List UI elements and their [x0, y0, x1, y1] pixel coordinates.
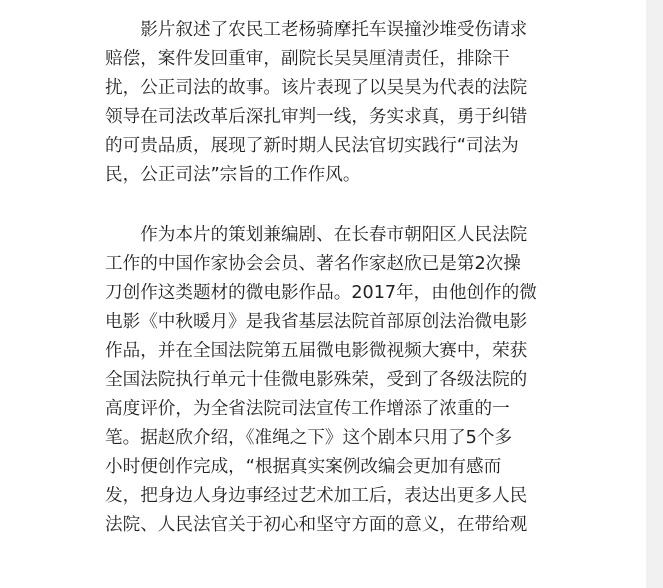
text-line: 小时便创作完成，“根据真实案例改编会更加有感而 — [105, 457, 502, 477]
paragraph — [105, 221, 545, 540]
text-line: 高度评价，为全省法院司法宣传工作增添了浓重的一 — [105, 399, 510, 419]
text-line: 民，公正司法”宗旨的工作作风。 — [105, 165, 361, 185]
text-line: 法院、人民法官关于初心和坚守方面的意义，在带给观 — [105, 515, 528, 535]
text-line: 赔偿，案件发回重审，副院长吴昊厘清责任，排除干 — [105, 49, 510, 69]
text-line: 电影《中秋暖月》是我省基层法院首部原创法治微电影 — [105, 312, 528, 332]
text-line: 的可贵品质，展现了新时期人民法官切实践行“司法为 — [105, 136, 519, 156]
paragraph-gap — [105, 190, 545, 221]
text-line: 笔。据赵欣介绍，《准绳之下》这个剧本只用了5个多 — [105, 428, 513, 448]
vertical-scrollbar[interactable] — [646, 0, 663, 588]
text-line: 影片叙述了农民工老杨骑摩托车误撞沙堆受伤请求 — [105, 20, 528, 40]
text-line: 作为本片的策划兼编剧、在长春市朝阳区人民法院 — [105, 225, 528, 245]
text-line: 扰，公正司法的故事。该片表现了以吴昊为代表的法院 — [105, 78, 528, 98]
text-line: 作品，并在全国法院第五届微电影微视频大赛中，荣获 — [105, 341, 528, 361]
text-line: 全国法院执行单元十佳微电影殊荣，受到了各级法院的 — [105, 370, 528, 390]
text-line: 刀创作这类题材的微电影作品。2017年，由他创作的微 — [105, 283, 537, 303]
paragraph — [105, 16, 545, 190]
article-body — [105, 16, 545, 540]
text-line: 发，把身边人身边事经过艺术加工后，表达出更多人民 — [105, 486, 528, 506]
text-line: 领导在司法改革后深扎审判一线，务实求真，勇于纠错 — [105, 107, 528, 127]
text-line: 工作的中国作家协会会员、著名作家赵欣已是第2次操 — [105, 254, 521, 274]
